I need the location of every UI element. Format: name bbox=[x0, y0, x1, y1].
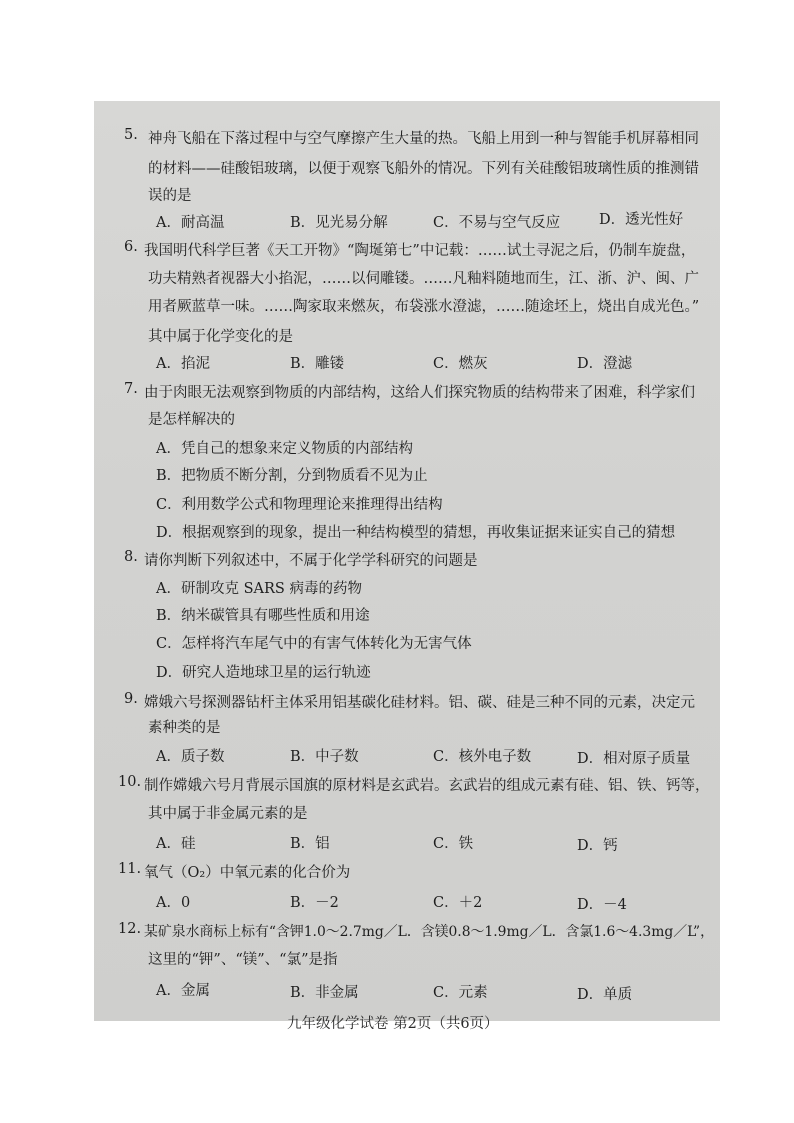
option-b: B．中子数 bbox=[290, 749, 359, 765]
question-number: 8. bbox=[124, 549, 138, 565]
question-text: 神舟飞船在下落过程中与空气摩擦产生大量的热。飞船上用到一种与智能手机屏幕相同 bbox=[148, 131, 699, 147]
option-c: C．铁 bbox=[433, 836, 474, 852]
option-b: B．铝 bbox=[290, 836, 330, 852]
question-text: 这里的“钾”、“镁”、“氯”是指 bbox=[148, 952, 338, 968]
option-b: B．－2 bbox=[290, 895, 339, 911]
option-d: D．澄滤 bbox=[577, 356, 633, 372]
question-number: 7. bbox=[124, 381, 138, 397]
question-number: 5. bbox=[124, 127, 138, 143]
option-a: A．凭自己的想象来定义物质的内部结构 bbox=[156, 441, 413, 457]
question-text: 素种类的是 bbox=[148, 720, 221, 736]
option-c: C．不易与空气反应 bbox=[433, 215, 561, 231]
option-d: D．研究人造地球卫星的运行轨迹 bbox=[156, 665, 371, 681]
option-c: C．＋2 bbox=[433, 895, 483, 911]
option-a: A．硅 bbox=[156, 836, 196, 852]
option-a: A．金属 bbox=[156, 983, 210, 999]
question-number: 12. bbox=[118, 921, 142, 937]
page-footer: 九年级化学试卷 第2页（共6页） bbox=[287, 1016, 499, 1032]
question-text: 功夫精熟者视器大小掐泥，……以伺雕镂。……凡釉料随地而生，江、浙、沪、闽、广 bbox=[148, 271, 699, 287]
question-text: 误的是 bbox=[148, 188, 192, 204]
question-text: 由于肉眼无法观察到物质的内部结构，这给人们探究物质的结构带来了困难，科学家们 bbox=[144, 385, 695, 401]
question-text: 嫦娥六号探测器钻杆主体采用铝基碳化硅材料。铝、碳、硅是三种不同的元素，决定元 bbox=[144, 695, 695, 711]
question-text: 用者厥蓝草一味。……陶家取来燃灰，布袋涨水澄滤，……随途坯上，烧出自成光色。” bbox=[148, 299, 700, 315]
option-d: D．根据观察到的现象，提出一种结构模型的猜想，再收集证据来证实自己的猜想 bbox=[156, 525, 676, 541]
option-b: B．非金属 bbox=[290, 985, 359, 1001]
option-d: D．相对原子质量 bbox=[577, 751, 691, 767]
question-number: 9. bbox=[124, 691, 138, 707]
option-c: C．元素 bbox=[433, 985, 488, 1001]
question-text: 我国明代科学巨著《天工开物》“陶埏第七”中记载：……试土寻泥之后，仍制车旋盘， bbox=[144, 243, 696, 259]
question-text: 某矿泉水商标上标有“含钾1.0～2.7mg／L．含镁0.8～1.9mg／L．含氯1.6～4.3mg／L”， bbox=[144, 924, 714, 940]
option-c: C．怎样将汽车尾气中的有害气体转化为无害气体 bbox=[156, 636, 472, 652]
option-d: D．单质 bbox=[577, 987, 633, 1003]
option-b: B．把物质不断分割，分到物质看不见为止 bbox=[156, 468, 428, 484]
question-text: 其中属于化学变化的是 bbox=[148, 329, 293, 345]
option-d: D．钙 bbox=[577, 838, 618, 854]
option-b: B．雕镂 bbox=[290, 356, 345, 372]
exam-paper bbox=[94, 101, 720, 1032]
option-d: D．透光性好 bbox=[599, 212, 684, 228]
question-text: 制作嫦娥六号月背展示国旗的原材料是玄武岩。玄武岩的组成元素有硅、铝、铁、钙等， bbox=[144, 778, 710, 794]
option-a: A．研制攻克 SARS 病毒的药物 bbox=[156, 581, 362, 597]
option-c: C．利用数学公式和物理理论来推理得出结构 bbox=[156, 497, 443, 513]
question-number: 10. bbox=[118, 774, 142, 790]
question-text: 的材料——硅酸铝玻璃，以便于观察飞船外的情况。下列有关硅酸铝玻璃性质的推测错 bbox=[148, 161, 699, 177]
option-d: D．－4 bbox=[577, 897, 627, 913]
question-number: 11. bbox=[118, 861, 142, 877]
question-number: 6. bbox=[124, 239, 138, 255]
option-a: A．掐泥 bbox=[156, 356, 210, 372]
option-c: C．燃灰 bbox=[433, 356, 488, 372]
question-text: 氧气（O₂）中氧元素的化合价为 bbox=[144, 865, 351, 881]
option-b: B．纳米碳管具有哪些性质和用途 bbox=[156, 608, 370, 624]
option-b: B．见光易分解 bbox=[290, 215, 388, 231]
option-a: A．质子数 bbox=[156, 749, 225, 765]
option-a: A．耐高温 bbox=[156, 215, 225, 231]
question-text: 请你判断下列叙述中，不属于化学学科研究的问题是 bbox=[144, 553, 478, 569]
option-a: A．0 bbox=[156, 895, 191, 911]
question-text: 其中属于非金属元素的是 bbox=[148, 806, 308, 822]
option-c: C．核外电子数 bbox=[433, 749, 532, 765]
question-text: 是怎样解决的 bbox=[148, 412, 235, 428]
